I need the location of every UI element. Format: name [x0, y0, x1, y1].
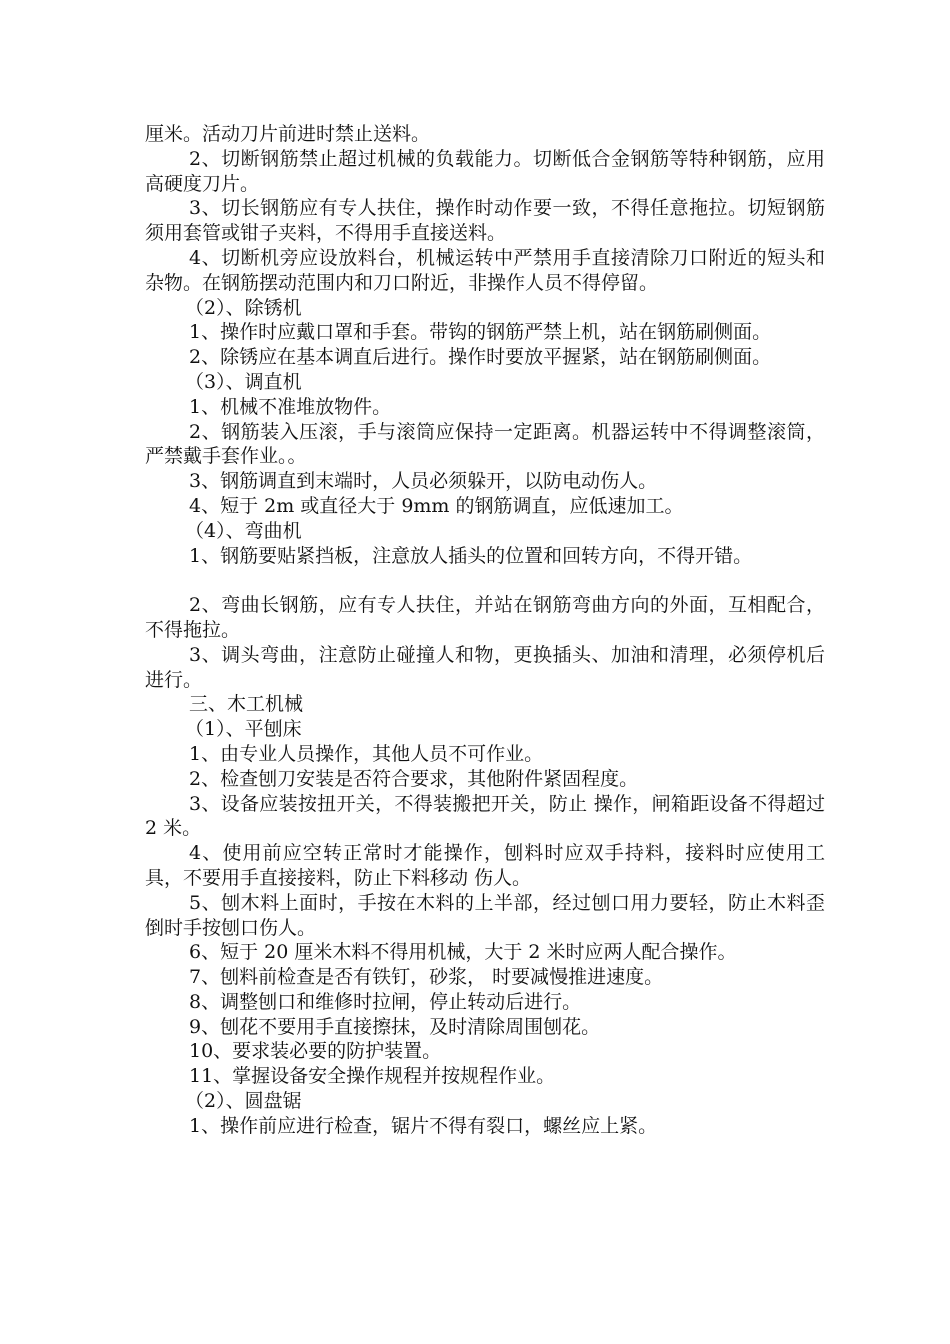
section-heading: （3）、调直机	[185, 370, 302, 393]
chapter-heading: 三、木工机械	[189, 693, 304, 716]
paragraph: 2、除锈应在基本调直后进行。操作时要放平握紧，站在钢筋刷侧面。	[189, 346, 772, 369]
paragraph: 3、切长钢筋应有专人扶住，操作时动作要一致，不得任意拖拉。切短钢筋须用套管或钳子夹料，不得用手直接送料。	[145, 197, 825, 245]
paragraph: 5、刨木料上面时，手按在木料的上半部，经过刨口用力要轻，防止木料歪倒时手按刨口伤人。	[145, 891, 825, 939]
paragraph: 4、使用前应空转正常时才能操作，刨料时应双手持料，接料时应使用工具，不要用手直接接料，防止下料移动 伤人。	[145, 842, 825, 889]
paragraph: 1、操作时应戴口罩和手套。带钩的钢筋严禁上机，站在钢筋刷侧面。	[189, 321, 772, 344]
paragraph: 10、要求装必要的防护装置。	[189, 1040, 442, 1063]
paragraph: 1、操作前应进行检查，锯片不得有裂口，螺丝应上紧。	[189, 1114, 658, 1137]
paragraph: 2、检查刨刀安装是否符合要求，其他附件紧固程度。	[189, 767, 639, 790]
section-heading: （4）、弯曲机	[185, 519, 302, 542]
paragraph: 8、调整刨口和维修时拉闸，停止转动后进行。	[189, 990, 582, 1013]
paragraph: 2、钢筋装入压滚，手与滚筒应保持一定距离。机器运转中不得调整滚筒，严禁戴手套作业。。	[145, 420, 825, 468]
paragraph: 9、刨花不要用手直接擦抹，及时清除周围刨花。	[189, 1015, 601, 1038]
paragraph: 1、由专业人员操作，其他人员不可作业。	[189, 742, 544, 765]
section-heading: （2）、除锈机	[185, 296, 302, 319]
paragraph: 1、钢筋要贴紧挡板，注意放人插头的位置和回转方向，不得开错。	[189, 544, 753, 567]
document-body	[145, 122, 825, 1139]
paragraph: 2、弯曲长钢筋，应有专人扶住，并站在钢筋弯曲方向的外面，互相配合，不得拖拉。	[145, 594, 825, 641]
paragraph: 4、短于 2m 或直径大于 9mm 的钢筋调直，应低速加工。	[189, 494, 684, 517]
paragraph: 2、切断钢筋禁止超过机械的负载能力。切断低合金钢筋等特种钢筋，应用高硬度刀片。	[145, 147, 825, 195]
section-heading: （2）、圆盘锯	[185, 1090, 302, 1113]
paragraph: 6、短于 20 厘米木料不得用机械，大于 2 米时应两人配合操作。	[189, 941, 737, 964]
paragraph: 1、机械不准堆放物件。	[189, 395, 392, 418]
paragraph: 厘米。活动刀片前进时禁止送料。	[145, 123, 431, 145]
paragraph: 3、设备应装按扭开关，不得装搬把开关，防止 操作，闸箱距设备不得超过 2 米。	[145, 792, 825, 840]
paragraph: 11、掌握设备安全操作规程并按规程作业。	[189, 1065, 556, 1088]
paragraph: 3、钢筋调直到末端时，人员必须躲开，以防电动伤人。	[189, 470, 658, 493]
paragraph: 3、调头弯曲，注意防止碰撞人和物，更换插头、加油和清理，必须停机后进行。	[145, 643, 825, 691]
paragraph: 4、切断机旁应设放料台，机械运转中严禁用手直接清除刀口附近的短头和杂物。在钢筋摆动范围内和刀口附近，非操作人员不得停留。	[145, 246, 825, 294]
paragraph: 7、刨料前检查是否有铁钉，砂浆， 时要减慢推进速度。	[189, 966, 664, 989]
section-heading: （1）、平刨床	[185, 718, 302, 741]
